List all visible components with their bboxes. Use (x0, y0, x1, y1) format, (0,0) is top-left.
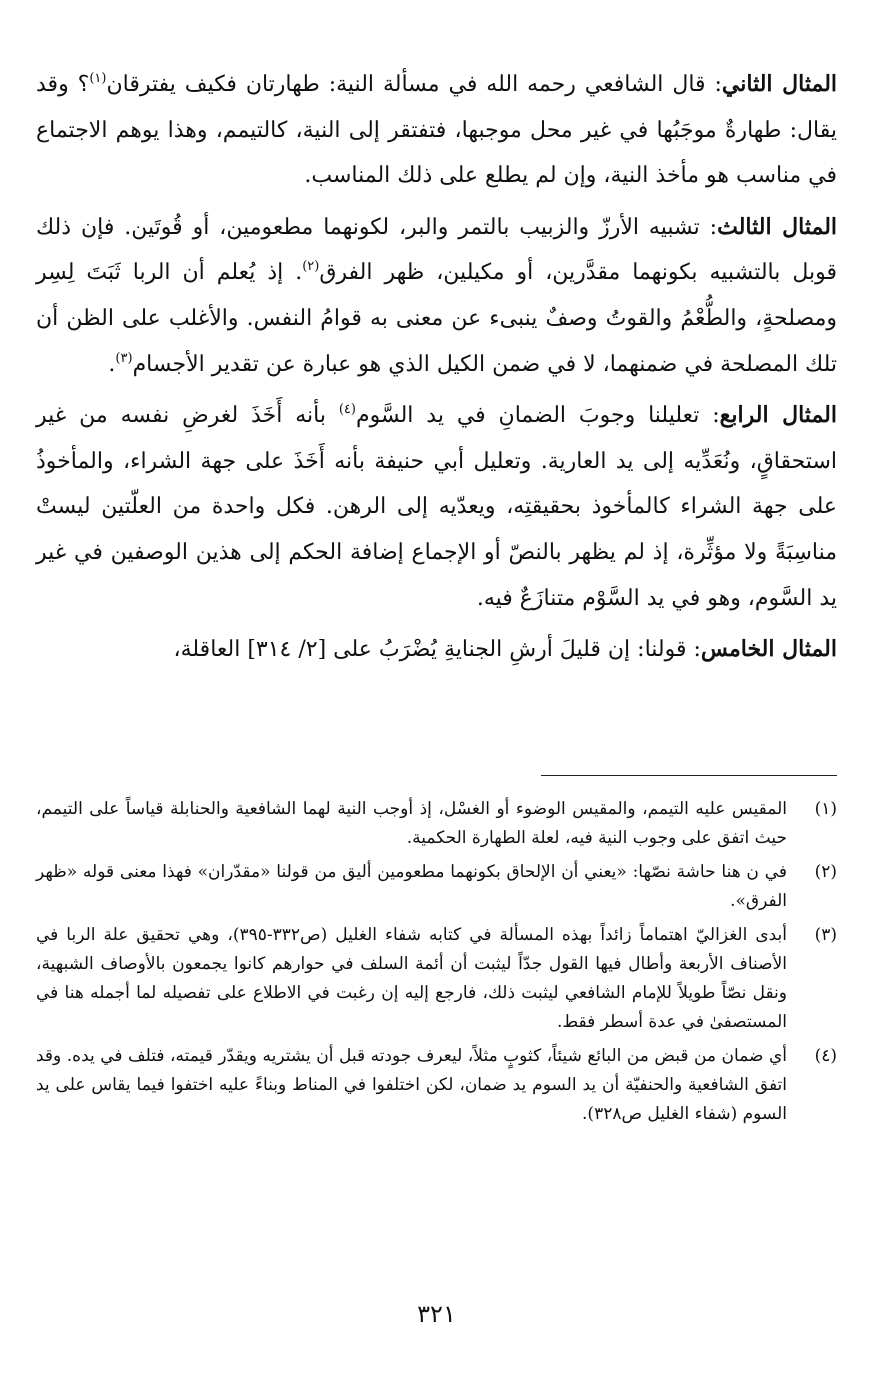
paragraph-example-4 (36, 393, 837, 621)
paragraph-text: بأنه أَخَذَ لغرضِ نفسه من غير استحقاقٍ، ونُعَدِّيه إلى يد العارية. وتعليل أبي حنيفة بأنه أَخَذَ على جهة الشراء، والمأخوذُ على جهة الشراء كالمأخوذ بحقيقتِه، ويعدّيه إلى الرهن. فكل واحدة من العلّتين ليستْ مناسِبَةً ولا مؤثِّرة، إذ لم يظهر بالنصّ أو الإجماع إضافة الحكم إلى هذين الوصفين في غير يد السَّوم، وهو في يد السَّوْم متنازَعٌ فيه. (36, 403, 838, 611)
footnote (36, 795, 837, 853)
paragraph-text: : تشبيه الأرزّ والزبيب بالتمر والبر، لكونهما مطعومين، أو قُوتَين. فإن ذلك قوبل بالتشبيه بكونهما مقدَّرين، أو مكيلين، ظهر الفرق (36, 214, 837, 286)
page-number: ٣٢١ (417, 1300, 456, 1328)
footnote-ref[interactable]: (١) (89, 71, 107, 86)
footnote (36, 921, 837, 1037)
footnote-number: (٢) (814, 862, 837, 882)
footnote-number: (١) (814, 799, 837, 819)
paragraph-text: . إذ يُعلم أن الربا ثَبَتَ لِسِر ومصلحةٍ، والطُّعْمُ والقوتُ وصفٌ ينبىء عن معنى به قوامُ النفس. والأغلب على الظن أن تلك المصلحة في ضمنهما، لا في ضمن الكيل الذي هو عبارة عن تقدير الأجسام (36, 260, 837, 377)
main-text (36, 62, 837, 679)
paragraph-text: ؟ وقد يقال: طهارةٌ موجَبُها في غير محل موجبها، فتفتقر إلى النية، كالتيمم، وهذا يوهم الاجتماع في مناسب هو مأخذ النية، وإن لم يطلع على ذلك المناسب. (36, 72, 837, 189)
footnote-text: في ن هنا حاشة نصّها: «يعني أن الإلحاق بكونهما مطعومين أليق من قولنا «مقدّران» فهذا معنى قوله «ظهر الفرق». (36, 862, 787, 911)
footnote (36, 1042, 837, 1129)
paragraph-label: المثال الرابع (719, 402, 837, 429)
footnote-number: (٣) (814, 925, 837, 945)
paragraph-text: . (108, 351, 116, 377)
paragraph-text: : قال الشافعي رحمه الله في مسألة النية: طهارتان فكيف يفترقان (106, 72, 722, 97)
footnote (36, 858, 837, 916)
paragraph-text: : تعليلنا وجوبَ الضمانِ في يد السَّوم (355, 403, 720, 429)
footnote-text: المقيس عليه التيمم، والمقيس الوضوء أو الغسْل، إذ أوجب النية لهما الشافعية والحنابلة قياساً على التيمم، حيث اتفق على وجوب النية فيه، لعلة الطهارة الحكمية. (36, 799, 787, 848)
paragraph-label: المثال الثالث (717, 213, 838, 240)
footnote-number: (٤) (814, 1046, 837, 1066)
footnote-text: أي ضمان من قبض من البائع شيئاً، كثوبٍ مثلاً، ليعرف جودته قبل أن يشتريه ويقدّر قيمته، فتلف في يده. وقد اتفق الشافعية والحنفيّة أن يد السوم يد ضمان، لكن اختلفوا في المناط وبناءً عليه اختفوا فيما يقاس على يد السوم (شفاء الغليل ص٣٢٨). (36, 1046, 787, 1124)
footnote-text: أبدى الغزاليّ اهتماماً زائداً بهذه المسألة في كتابه شفاء الغليل (ص٣٣٢-٣٩٥)، وهي تحقيق علة الربا في الأصناف الأربعة وأطال فيها القول جدّاً ليثبت أن أئمة السلف في حوارهم كانوا يجمعون بالأوصاف الشبهية، ونقل نصّاً طويلاً للإمام الشافعي ليثبت ذلك، فارجع إليه إن رغبت في الاطلاع على تفصيله لما أجمله هنا في المستصفىٰ في عدة أسطر فقط. (36, 925, 787, 1032)
paragraph-text: : قولنا: إن قليلَ أرشِ الجنايةِ يُضْرَبُ على [٢/ ٣١٤] العاقلة، (173, 637, 701, 663)
paragraph-example-5 (36, 627, 837, 673)
paragraph-label: المثال الثاني (721, 71, 838, 97)
footnote-ref[interactable]: (٣) (115, 350, 133, 366)
footnote-ref[interactable]: (٤) (338, 402, 356, 418)
paragraph-example-2 (36, 62, 837, 199)
paragraph-example-3 (36, 205, 837, 387)
footnotes (36, 795, 837, 1134)
footnote-ref[interactable]: (٢) (302, 259, 320, 275)
paragraph-label: المثال الخامس (700, 636, 837, 663)
footnote-separator (541, 775, 837, 776)
